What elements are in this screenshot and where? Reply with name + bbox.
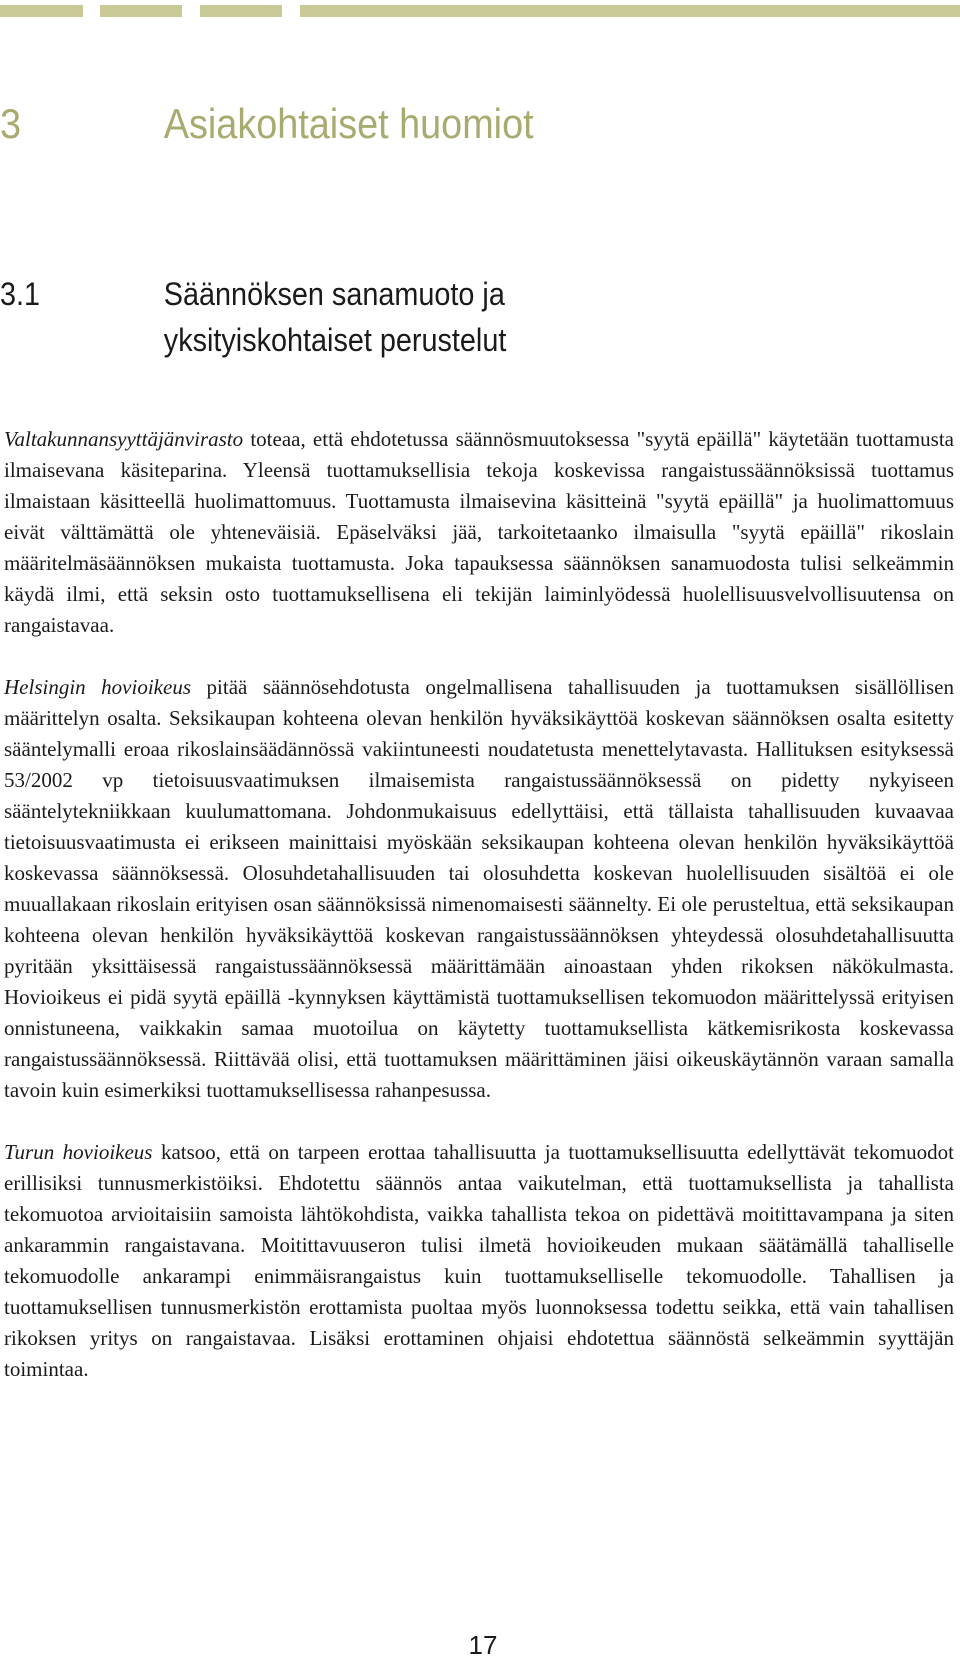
paragraph-helsingin-hovioikeus	[4, 672, 954, 1106]
page-number: 17	[468, 1630, 498, 1660]
section-title: Säännöksen sanamuoto ja yksityiskohtaiset perustelut	[163, 276, 507, 358]
document-body	[4, 424, 954, 1416]
paragraph-text: toteaa, että ehdotetussa säännösmuutoksessa "syytä epäillä" käytetään tuottamusta ilmaisevana käsiteparina. Yleensä tuottamuksellisia tekoja koskevissa rangaistussäännöksissä tuottamus ilmaistaan käsitteellä huolimattomuus. Tuottamusta ilmaisevina käsitteinä "syytä epäillä" ja huolimattomuus eivät välttämättä ole yhteneväisiä. Epäselväksi jää, tarkoitetaanko ilmaisulla "syytä epäillä" rikoslain määritelmäsäännöksen mukaista tuottamusta. Joka tapauksessa säännöksen sanamuodosta tulisi selkeämmin käydä ilmi, että seksin osto tuottamuksellisena eli tekijän laiminlyödessä huolellisuusvelvollisuutensa on rangaistavaa.	[4, 427, 954, 637]
paragraph-text: pitää säännösehdotusta ongelmallisena tahallisuuden ja tuottamuksen sisällöllisen määrittelyn osalta. Seksikaupan kohteena olevan henkilön hyväksikäyttöä koskevan säännöksen osalta esitetty sääntelymalli eroaa rikoslainsäädännössä vakiintuneesti noudatetusta menettelytavasta. Hallituksen esityksessä 53/2002 vp tietoisuusvaatimuksen ilmaisemista rangaistussäännöksessä on pidetty nykyiseen sääntelytekniikkaan kuulumattomana. Johdonmukaisuus edellyttäisi, että tällaista tahallisuuden kuvaavaa tietoisuusvaatimusta ei erikseen mainittaisi myöskään seksikaupan kohteena olevan henkilön hyväksikäyttöä koskevassa säännöksessä. Olosuhdetahallisuuden tai olosuhdetta koskevan huolellisuuden sisältöä ei ole muuallakaan rikoslain erityisen osan säännöksissä nimenomaisesti säännelty. Ei ole perusteltua, että seksikaupan kohteena olevan henkilön hyväksikäyttöä koskevan rangaistussäännöksen yhteydessä olosuhdetahallisuutta pyritään yksittäisessä rangaistussäännöksessä määrittämään ainoastaan yhden rikoksen näkökulmasta. Hovioikeus ei pidä syytä epäillä -kynnyksen käyttämistä tuottamuksellisen tekomuodon määrittelyssä erityisen onnistuneena, vaikkakin samaa muotoilua on käytetty tuottamuksellista kätkemisrikosta koskevassa rangaistussäännöksessä. Riittävää olisi, että tuottamuksen määrittäminen jäisi oikeuskäytännön varaan samalla tavoin kuin esimerkiksi tuottamuksellisessa rahanpesussa.	[4, 675, 955, 1102]
paragraph-lead: Turun hovioikeus	[4, 1140, 153, 1164]
header-bar	[0, 5, 83, 17]
chapter-number: 3	[0, 100, 22, 147]
paragraph-lead: Valtakunnansyyttäjänvirasto	[4, 427, 244, 451]
chapter-heading	[0, 98, 864, 150]
paragraph-turun-hovioikeus	[4, 1137, 954, 1385]
paragraph-lead: Helsingin hovioikeus	[4, 675, 191, 699]
paragraph-text: katsoo, että on tarpeen erottaa tahallisuutta ja tuottamuksellisuutta edellyttävät tekomuodot erillisiksi tunnusmerkistöiksi. Ehdotettu säännös antaa vaikutelman, että tuottamuksellista ja tahallista tekomuotoa arvioitaisiin samoista lähtökohdista, vaikka tahallista tekoa on pidettävä moitittavampana ja siten ankarammin rangaistavana. Moitittavuuseron tulisi ilmetä hovioikeuden mukaan säätämällä tahalliselle tekomuodolle ankarampi enimmäisrangaistus kuin tuottamukselliselle tekomuodolle. Tahallisen ja tuottamuksellisen tunnusmerkistön erottamista puoltaa myös luonnoksessa todettu seikka, että vain tahallisen rikoksen yritys on rangaistavaa. Lisäksi erottaminen ohjaisi ehdotettua säännöstä selkeämmin syyttäjän toimintaa.	[4, 1140, 954, 1381]
header-bar	[100, 5, 182, 17]
header-bar	[200, 5, 282, 17]
section-number: 3.1	[0, 276, 41, 312]
header-decoration-bars	[0, 5, 960, 17]
chapter-title: Asiakohtaiset huomiot	[163, 100, 534, 147]
paragraph-valtakunnansyyttajanvirasto	[4, 424, 954, 641]
header-bar	[300, 5, 960, 17]
